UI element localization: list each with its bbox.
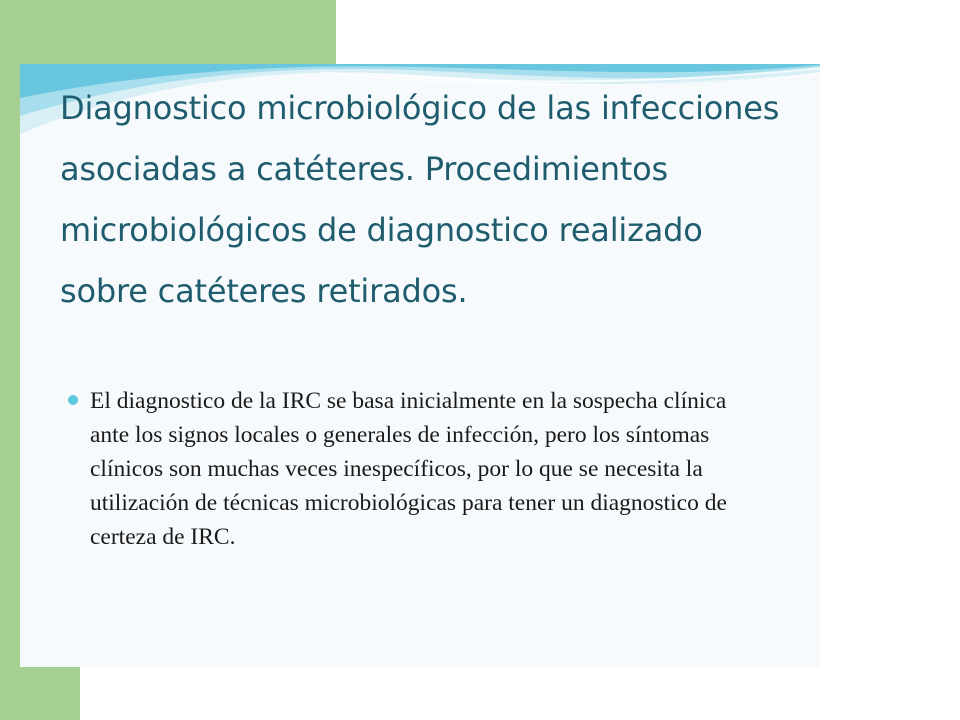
bullet-text: El diagnostico de la IRC se basa inicialmente en la sospecha clínica ante los signos locales o generales de infección, pero los síntomas clínicos son muchas veces inespecíficos, por lo que se necesita la utilización de técnicas microbiológicas para tener un diagnostico de certeza de IRC. [90,388,727,550]
bullet-dot-icon [68,395,78,405]
bullet-list [68,384,768,554]
list-item [68,384,768,554]
slide [20,64,820,667]
slide-title: Diagnostico microbiológico de las infecciones asociadas a catéteres. Procedimientos microbiológicos de diagnostico realizado sobre catéteres retirados. [60,89,780,310]
green-top-band [0,0,336,64]
